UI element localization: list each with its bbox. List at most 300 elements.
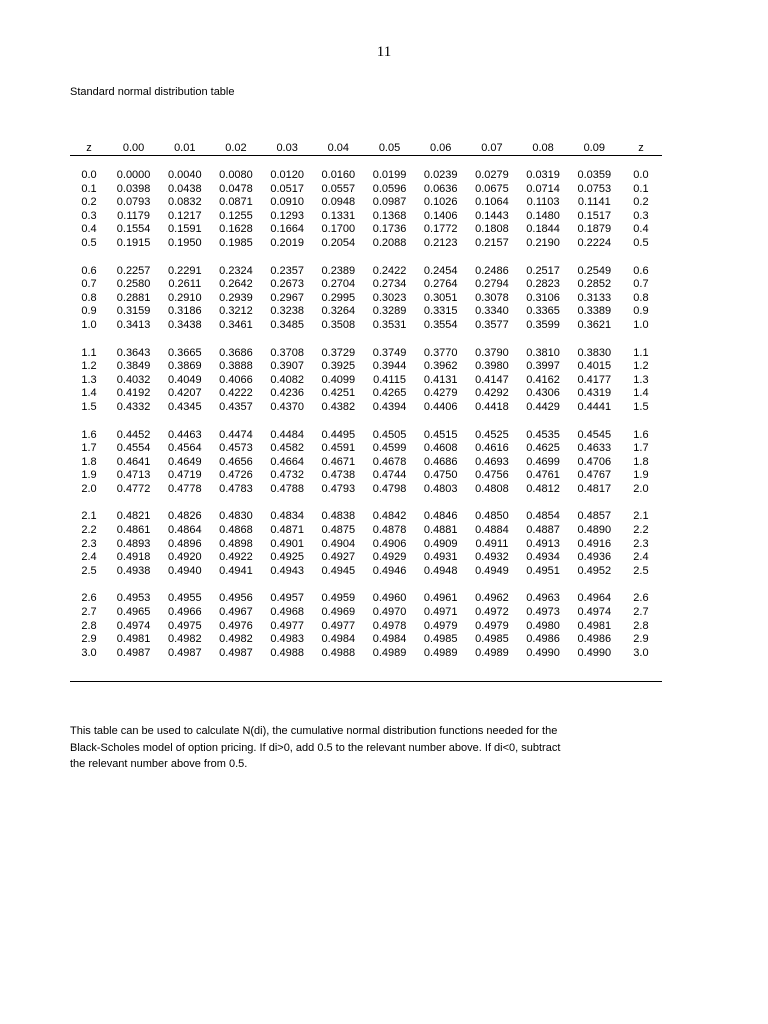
probability-cell: 0.4909 [423,537,458,550]
probability-cell: 0.4901 [270,537,304,550]
probability-cell: 0.1179 [117,209,150,222]
probability-cell: 0.3599 [526,318,560,331]
probability-cell: 0.4664 [270,455,304,468]
probability-cell: 0.4932 [475,551,509,564]
probability-cell: 0.3461 [219,318,253,331]
probability-cell: 0.4953 [116,592,151,605]
probability-cell: 0.4990 [577,646,612,659]
z-value-cell: 3.0 [633,646,649,659]
z-value-cell: 1.7 [633,442,649,455]
probability-cell: 0.3365 [526,305,560,318]
probability-cell: 0.4987 [219,646,253,659]
table-row [70,374,662,388]
probability-cell: 0.4963 [526,592,560,605]
probability-cell: 0.4332 [116,400,151,413]
probability-cell: 0.4929 [372,551,407,564]
probability-cell: 0.0000 [116,169,151,181]
probability-cell: 0.4803 [423,482,458,495]
probability-cell: 0.3729 [321,346,356,359]
probability-cell: 0.4979 [475,619,509,632]
probability-cell: 0.4927 [321,551,356,564]
z-value-cell: 1.6 [633,428,649,441]
table-row [70,387,662,401]
probability-cell: 0.3621 [577,318,612,331]
probability-cell: 0.0832 [167,196,202,209]
probability-cell: 0.4573 [219,442,253,455]
table-row [70,237,662,251]
probability-cell: 0.1064 [475,196,509,209]
probability-cell: 0.2967 [270,291,304,304]
probability-cell: 0.4881 [423,524,458,537]
probability-cell: 0.4793 [321,482,356,495]
probability-cell: 0.2224 [577,236,612,249]
probability-cell: 0.4925 [270,551,304,564]
z-value-cell: 1.9 [81,469,97,482]
table-body [70,156,662,660]
table-row [70,210,662,224]
probability-cell: 0.4984 [321,633,356,646]
probability-cell: 0.4955 [167,592,202,605]
probability-cell: 0.0279 [475,169,509,181]
table-row [70,551,662,565]
table-row [70,606,662,620]
probability-cell: 0.4884 [475,524,509,537]
probability-cell: 0.1915 [116,236,151,249]
probability-cell: 0.4821 [116,510,151,523]
probability-cell: 0.4633 [577,442,612,455]
z-value-cell: 0.1 [633,182,649,195]
z-value-cell: 0.7 [81,278,97,291]
z-value-cell: 0.2 [633,196,649,209]
probability-cell: 0.4985 [423,633,458,646]
probability-cell: 0.4292 [475,387,509,400]
probability-cell: 0.0636 [423,182,458,195]
probability-cell: 0.3830 [577,346,612,359]
probability-cell: 0.4918 [116,551,151,564]
table-row [70,483,662,497]
probability-cell: 0.0596 [372,182,407,195]
probability-cell: 0.4778 [167,482,202,495]
probability-cell: 0.3238 [270,305,304,318]
probability-cell: 0.3389 [577,305,612,318]
probability-cell: 0.3790 [475,346,509,359]
probability-cell: 0.4744 [372,469,407,482]
probability-cell: 0.4940 [167,564,202,577]
z-value-cell: 0.2 [81,196,97,209]
table-row [70,292,662,306]
probability-cell: 0.4767 [577,469,612,482]
probability-cell: 0.4946 [372,564,407,577]
probability-cell: 0.0675 [475,182,509,195]
table-row [70,578,662,606]
probability-cell: 0.3849 [116,360,151,373]
probability-cell: 0.3962 [423,360,458,373]
probability-cell: 0.3051 [423,291,458,304]
probability-cell: 0.2611 [168,278,202,291]
probability-cell: 0.1026 [423,196,458,209]
probability-cell: 0.2454 [423,264,458,277]
table-row [70,360,662,374]
probability-cell: 0.4788 [270,482,304,495]
probability-cell: 0.2389 [321,264,356,277]
probability-cell: 0.1879 [577,223,612,236]
probability-cell: 0.4962 [475,592,509,605]
probability-cell: 0.4989 [372,646,407,659]
z-value-cell: 0.1 [81,182,97,195]
z-value-cell: 1.5 [633,400,649,413]
table-row [70,647,662,661]
probability-cell: 0.2019 [270,236,304,249]
probability-cell: 0.1406 [423,209,458,222]
probability-cell: 0.4222 [219,387,253,400]
probability-cell: 0.4956 [219,592,253,605]
probability-cell: 0.4207 [167,387,202,400]
probability-cell: 0.4345 [167,400,202,413]
probability-cell: 0.4554 [116,442,151,455]
probability-cell: 0.4545 [577,428,612,441]
probability-cell: 0.4505 [372,428,407,441]
z-value-cell: 2.1 [81,510,97,523]
z-value-cell: 0.3 [633,209,649,222]
probability-cell: 0.4738 [321,469,356,482]
probability-cell: 0.0987 [372,196,407,209]
probability-cell: 0.3869 [167,360,202,373]
probability-cell: 0.4977 [270,619,304,632]
probability-cell: 0.4582 [270,442,304,455]
probability-cell: 0.4756 [475,469,509,482]
probability-cell: 0.2422 [372,264,407,277]
document-title: Standard normal distribution table [70,86,235,98]
probability-cell: 0.0478 [219,182,253,195]
probability-cell: 0.1255 [219,209,253,222]
probability-cell: 0.4979 [423,619,458,632]
probability-cell: 0.4732 [270,469,304,482]
probability-cell: 0.1985 [219,236,253,249]
probability-cell: 0.3907 [270,360,304,373]
table-row [70,456,662,470]
usage-note-line: the relevant number above from 0.5. [70,758,248,770]
probability-cell: 0.4972 [475,606,509,619]
probability-cell: 0.4251 [321,387,356,400]
probability-cell: 0.3708 [270,346,304,359]
probability-cell: 0.4964 [577,592,612,605]
probability-cell: 0.4967 [219,606,253,619]
probability-cell: 0.3749 [372,346,407,359]
probability-cell: 0.4441 [577,400,612,413]
z-value-cell: 0.5 [81,236,97,249]
probability-cell: 0.4192 [116,387,151,400]
probability-cell: 0.3289 [372,305,407,318]
table-header-row [70,142,662,156]
probability-cell: 0.2704 [321,278,356,291]
probability-cell: 0.3212 [219,305,253,318]
z-value-cell: 2.3 [633,537,649,550]
probability-cell: 0.2642 [219,278,253,291]
probability-cell: 0.4147 [475,373,509,386]
z-value-cell: 2.6 [633,592,649,605]
z-column-header: z [86,142,92,155]
probability-cell: 0.2054 [321,236,356,249]
probability-cell: 0.4834 [270,510,304,523]
probability-cell: 0.1736 [372,223,407,236]
probability-cell: 0.4980 [526,619,560,632]
probability-cell: 0.0359 [577,169,612,181]
probability-cell: 0.4812 [526,482,560,495]
z-value-cell: 1.1 [81,346,97,359]
probability-cell: 0.3665 [167,346,202,359]
probability-cell: 0.0557 [321,182,356,195]
probability-cell: 0.4990 [526,646,560,659]
z-value-cell: 0.9 [81,305,97,318]
probability-cell: 0.4131 [423,373,458,386]
z-value-cell: 1.4 [81,387,97,400]
probability-cell: 0.4893 [116,537,151,550]
probability-cell: 0.4177 [577,373,612,386]
z-value-cell: 2.8 [633,619,649,632]
column-header: 0.04 [327,142,350,155]
probability-cell: 0.4878 [372,524,407,537]
probability-cell: 0.4966 [167,606,202,619]
probability-cell: 0.1664 [270,223,304,236]
probability-cell: 0.4382 [321,400,356,413]
probability-cell: 0.2257 [116,264,151,277]
probability-cell: 0.4857 [577,510,612,523]
probability-cell: 0.3413 [116,318,151,331]
probability-cell: 0.3133 [577,291,612,304]
probability-cell: 0.4463 [167,428,202,441]
probability-cell: 0.4015 [577,360,612,373]
probability-cell: 0.1950 [167,236,202,249]
probability-cell: 0.1443 [475,209,509,222]
z-value-cell: 2.4 [81,551,97,564]
z-value-cell: 2.1 [633,510,649,523]
z-value-cell: 2.5 [633,564,649,577]
probability-cell: 0.4826 [167,510,202,523]
probability-cell: 0.4850 [475,510,509,523]
z-value-cell: 0.4 [633,223,649,236]
z-value-cell: 0.6 [633,264,649,277]
probability-cell: 0.4974 [116,619,151,632]
probability-cell: 0.4969 [321,606,356,619]
probability-cell: 0.0871 [219,196,253,209]
probability-cell: 0.4429 [526,400,560,413]
probability-cell: 0.4943 [270,564,304,577]
z-value-cell: 1.9 [633,469,649,482]
probability-cell: 0.1293 [270,209,304,222]
z-value-cell: 1.5 [81,400,97,413]
table-row [70,415,662,443]
probability-cell: 0.4898 [219,537,253,550]
probability-cell: 0.1591 [167,223,202,236]
probability-cell: 0.4306 [526,387,560,400]
probability-cell: 0.3925 [321,360,356,373]
probability-cell: 0.1331 [321,209,356,222]
probability-cell: 0.3186 [167,305,202,318]
probability-cell: 0.4406 [423,400,458,413]
probability-cell: 0.2764 [423,278,458,291]
probability-cell: 0.4099 [321,373,356,386]
probability-cell: 0.4951 [526,564,560,577]
table-row [70,223,662,237]
probability-cell: 0.4938 [116,564,151,577]
probability-cell: 0.4875 [321,524,356,537]
probability-cell: 0.4973 [526,606,560,619]
probability-cell: 0.4965 [116,606,151,619]
probability-cell: 0.4987 [167,646,202,659]
probability-cell: 0.2486 [475,264,509,277]
probability-cell: 0.4535 [526,428,560,441]
probability-cell: 0.4970 [372,606,407,619]
probability-cell: 0.4761 [526,469,560,482]
z-value-cell: 1.6 [81,428,97,441]
probability-cell: 0.4236 [270,387,304,400]
probability-cell: 0.3810 [526,346,560,359]
probability-cell: 0.3997 [526,360,560,373]
probability-cell: 0.2291 [167,264,202,277]
table-row [70,633,662,647]
probability-cell: 0.4817 [577,482,612,495]
probability-cell: 0.4783 [219,482,253,495]
z-value-cell: 1.3 [81,373,97,386]
probability-cell: 0.4693 [475,455,509,468]
probability-cell: 0.3106 [526,291,560,304]
z-value-cell: 1.4 [633,387,649,400]
z-value-cell: 0.3 [81,209,97,222]
probability-cell: 0.4982 [167,633,202,646]
probability-cell: 0.2794 [475,278,509,291]
probability-cell: 0.4484 [270,428,304,441]
probability-cell: 0.4279 [423,387,458,400]
probability-cell: 0.2580 [116,278,151,291]
probability-cell: 0.4911 [475,537,509,550]
probability-cell: 0.4985 [475,633,509,646]
probability-cell: 0.4726 [219,469,253,482]
probability-cell: 0.4959 [321,592,356,605]
table-row [70,278,662,292]
probability-cell: 0.4906 [372,537,407,550]
table-row [70,469,662,483]
probability-cell: 0.4032 [116,373,151,386]
z-value-cell: 1.3 [633,373,649,386]
table-row [70,333,662,361]
probability-cell: 0.0199 [372,169,407,181]
probability-cell: 0.3315 [423,305,458,318]
probability-cell: 0.4978 [372,619,407,632]
probability-cell: 0.4394 [372,400,407,413]
probability-cell: 0.3944 [372,360,407,373]
probability-cell: 0.4846 [423,510,458,523]
probability-cell: 0.4945 [321,564,356,577]
probability-cell: 0.4864 [167,524,202,537]
probability-cell: 0.4988 [270,646,304,659]
probability-cell: 0.3643 [116,346,151,359]
probability-cell: 0.4986 [577,633,612,646]
column-header: 0.07 [481,142,503,155]
probability-cell: 0.4934 [526,551,560,564]
usage-note-line: Black-Scholes model of option pricing. If di>0, add 0.5 to the relevant number above. If di<0, subtract [70,741,561,754]
z-value-cell: 2.2 [81,524,97,537]
table-row [70,251,662,279]
probability-cell: 0.0910 [270,196,304,209]
probability-cell: 0.4838 [321,510,356,523]
probability-cell: 0.4931 [423,551,458,564]
probability-cell: 0.2088 [372,236,407,249]
probability-cell: 0.4982 [219,633,253,646]
z-value-cell: 2.5 [81,564,97,577]
probability-cell: 0.0239 [423,169,458,181]
probability-cell: 0.0714 [526,182,560,195]
probability-cell: 0.4975 [167,619,202,632]
probability-cell: 0.0080 [219,169,253,181]
probability-cell: 0.2123 [423,236,458,249]
probability-cell: 0.4564 [167,442,202,455]
z-value-cell: 1.0 [633,318,649,331]
column-header: 0.01 [174,142,196,155]
probability-cell: 0.4115 [373,373,406,386]
probability-cell: 0.1368 [372,209,407,222]
probability-cell: 0.1844 [526,223,560,236]
column-header: 0.02 [225,142,247,155]
probability-cell: 0.1772 [423,223,458,236]
probability-cell: 0.4713 [116,469,151,482]
probability-cell: 0.4986 [526,633,560,646]
probability-cell: 0.4162 [526,373,560,386]
z-value-cell: 1.7 [81,442,97,455]
probability-cell: 0.4868 [219,524,253,537]
probability-cell: 0.4066 [219,373,253,386]
probability-cell: 0.4989 [423,646,458,659]
probability-cell: 0.4989 [475,646,509,659]
probability-cell: 0.4515 [423,428,458,441]
page-number: 11 [376,44,392,60]
column-header: 0.00 [122,142,145,155]
probability-cell: 0.4984 [372,633,407,646]
probability-cell: 0.2881 [116,291,151,304]
probability-cell: 0.4974 [577,606,612,619]
probability-cell: 0.4678 [372,455,407,468]
z-value-cell: 0.0 [81,169,97,181]
table-row [70,442,662,456]
usage-notes [70,723,630,773]
probability-cell: 0.4936 [577,551,612,564]
table-row [70,496,662,524]
probability-cell: 0.4418 [475,400,509,413]
z-value-cell: 1.8 [81,455,97,468]
table-row [70,620,662,634]
probability-cell: 0.4981 [116,633,151,646]
probability-cell: 0.2852 [577,278,612,291]
probability-cell: 0.4871 [270,524,304,537]
probability-cell: 0.4890 [577,524,612,537]
probability-cell: 0.1517 [577,209,612,222]
probability-cell: 0.3485 [270,318,304,331]
table-row [70,524,662,538]
probability-cell: 0.4265 [372,387,407,400]
probability-cell: 0.4922 [219,551,253,564]
probability-cell: 0.2995 [321,291,356,304]
probability-cell: 0.4686 [423,455,458,468]
probability-cell: 0.0398 [116,182,151,195]
probability-cell: 0.4798 [372,482,407,495]
probability-cell: 0.4961 [423,592,458,605]
normal-distribution-table-container [70,142,662,660]
probability-cell: 0.0793 [116,196,151,209]
probability-cell: 0.4971 [423,606,458,619]
table-bottom-rule [70,681,662,682]
probability-cell: 0.2910 [167,291,202,304]
probability-cell: 0.4960 [372,592,407,605]
probability-cell: 0.4983 [270,633,304,646]
